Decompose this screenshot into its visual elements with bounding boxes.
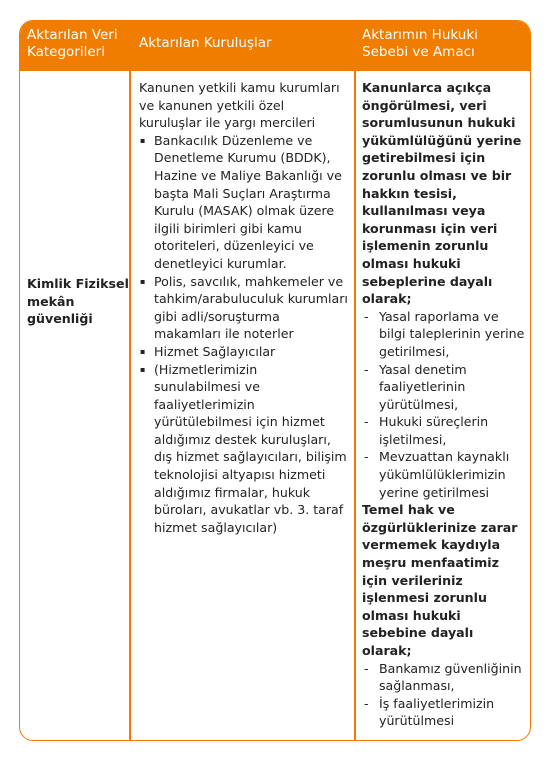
list-item: - İş faaliyetlerimizin yürütülmesi — [362, 695, 526, 730]
list-item: - Yasal raporlama ve bilgi taleplerinin yerine getirilmesi, — [362, 308, 526, 361]
list-item: ▪ Hizmet Sağlayıcılar — [139, 343, 348, 361]
legal-basis-1: Kanunlarca açıkça öngörülmesi, veri sorumlusunun hukuki yükümlülüğünü yerine getirebilmesi için zorunlu olması ve bir hakkın tesisi, kullanılması veya korunması için veri işlemenin zorunlu olması hukuki sebeplerine dayalı olarak; — [362, 80, 522, 307]
header-data-categories — [20, 21, 129, 71]
list-item: - Bankamız güvenliğinin sağlanması, — [362, 660, 526, 695]
header-data-categories-line2: Kategorileri — [27, 44, 105, 60]
category-cell — [20, 71, 129, 328]
institutions-list — [139, 132, 348, 537]
purposes-list-2 — [362, 660, 526, 730]
header-institutions — [129, 21, 354, 71]
header-legal-basis — [354, 21, 530, 71]
header-institutions-label: Aktarılan Kuruluşlar — [139, 35, 272, 51]
header-data-categories-line1: Aktarılan Veri — [27, 27, 118, 43]
list-item: - Yasal denetim faaliyetlerinin yürütülmesi, — [362, 361, 526, 414]
table-header — [20, 21, 530, 71]
list-item: - Hukuki süreçlerin işletilmesi, — [362, 413, 526, 448]
category-text: Kimlik Fiziksel mekân güvenliği — [27, 276, 129, 327]
list-item: ▪ Bankacılık Düzenleme ve Denetleme Kurumu (BDDK), Hazine ve Maliye Bakanlığı ve başta Mali Suçları Araştırma Kurulu (MASAK) olmak üzere ilgili birimleri gibi kamu otoriteleri, düzenleyici ve denetleyici kurumlar. — [139, 132, 348, 273]
header-legal-basis-line2: Sebebi ve Amacı — [362, 44, 475, 60]
legal-basis-2: Temel hak ve özgürlüklerinize zarar vermemek kaydıyla meşru menfaatimiz için verileriniz işlenmesi zorunlu olması hukuki sebebine dayalı olarak; — [362, 502, 518, 658]
institutions-intro: Kanunen yetkili kamu kurumları ve kanunen yetkili özel kuruluşlar ile yargı mercileri — [139, 80, 340, 131]
list-item: - Mevzuattan kaynaklı yükümlülüklerimizin yerine getirilmesi — [362, 448, 526, 501]
list-item: ▪ Polis, savcılık, mahkemeler ve tahkim/arabuluculuk kurumları gibi adli/soruşturma makamları ile noterler — [139, 273, 348, 343]
data-transfer-table — [19, 20, 531, 741]
legal-basis-cell — [356, 71, 530, 730]
purposes-list-1 — [362, 308, 526, 502]
list-item: ▪ (Hizmetlerimizin sunulabilmesi ve faaliyetlerimizin yürütülebilmesi için hizmet aldığımız destek kuruluşları, dış hizmet sağlayıcıları, bilişim teknolojisi altyapısı hizmeti aldığımız firmalar, hukuk büroları, avukatlar vb. 3. taraf hizmet sağlayıcılar) — [139, 361, 348, 537]
institutions-cell — [131, 71, 354, 536]
header-legal-basis-line1: Aktarımın Hukuki — [362, 27, 478, 43]
